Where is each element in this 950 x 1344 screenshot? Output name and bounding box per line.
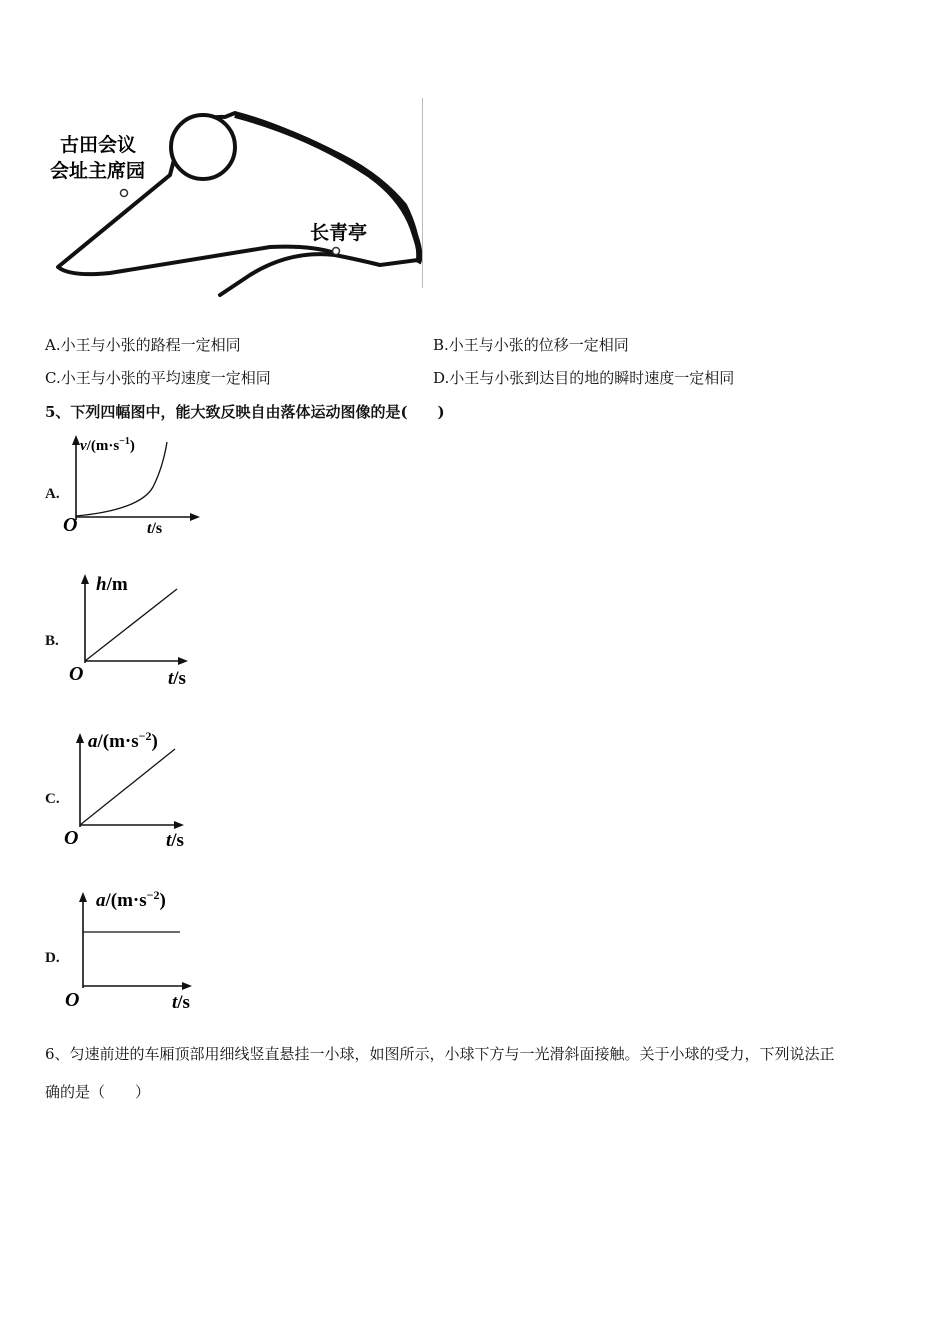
graph-d-letter: D. — [45, 950, 60, 966]
graph-c-origin: O — [64, 827, 79, 849]
figure-divider — [422, 98, 423, 288]
q4-option-b: B.小王与小张的位移一定相同 — [433, 336, 629, 354]
graph-a-y-label: $v/(m\cdot s^{-1})$ — [80, 436, 135, 454]
q6-line1: 6、匀速前进的车厢顶部用细线竖直悬挂一小球，如图所示，小球下方与一光滑斜面接触。关于小球的受力，下列说法正 — [45, 1045, 835, 1063]
graph-d-y-arrow — [79, 892, 87, 902]
route-map — [50, 95, 430, 305]
graph-b-x-arrow — [178, 657, 188, 665]
q4-option-c: C.小王与小张的平均速度一定相同 — [45, 369, 271, 387]
memorial-label-line2: 会址主席园 — [50, 160, 146, 182]
q4-option-a: A.小王与小张的路程一定相同 — [45, 336, 241, 354]
graph-c-y-label: $a/(m\cdot s^{-2})$ — [88, 729, 158, 752]
graph-c-y-arrow — [76, 733, 84, 743]
graph-a-y-arrow — [72, 435, 80, 445]
graph-a-origin: O — [63, 514, 78, 536]
graph-b-y-arrow — [81, 574, 89, 584]
graph-d-x-label: t/s — [172, 992, 190, 1013]
graph-c-x-arrow — [174, 821, 184, 829]
memorial-label-line1: 古田会议 — [60, 134, 137, 156]
graph-d — [62, 884, 212, 1014]
graph-b-origin: O — [69, 663, 84, 685]
graph-c-letter: C. — [45, 791, 60, 807]
graph-a-letter: A. — [45, 486, 60, 502]
graph-b — [62, 570, 212, 690]
q5-stem: 5、下列四幅图中，能大致反映自由落体运动图像的是( ) — [45, 403, 445, 421]
graph-b-y-label: h/m — [96, 574, 128, 595]
q6-line2: 确的是（ ） — [45, 1083, 151, 1101]
pavilion-point — [333, 248, 340, 255]
graph-b-x-label: t/s — [168, 668, 186, 689]
graph-a — [55, 432, 205, 542]
graph-b-letter: B. — [45, 633, 59, 649]
graph-c-line — [80, 749, 175, 825]
q4-option-d: D.小王与小张到达目的地的瞬时速度一定相同 — [433, 369, 735, 387]
graph-d-origin: O — [65, 989, 80, 1011]
pavilion-label: 长青亭 — [310, 222, 368, 244]
graph-b-line — [85, 589, 177, 661]
memorial-point — [121, 190, 128, 197]
graph-a-x-label: t/s — [147, 520, 163, 537]
graph-d-y-label: $a/(m\cdot s^{-2})$ — [96, 888, 166, 911]
road-lower-line — [58, 247, 335, 275]
graph-d-x-arrow — [182, 982, 192, 990]
graph-a-x-arrow — [190, 513, 200, 521]
graph-c — [60, 727, 210, 852]
graph-c-x-label: t/s — [166, 830, 184, 851]
roundabout-circle — [171, 115, 235, 179]
